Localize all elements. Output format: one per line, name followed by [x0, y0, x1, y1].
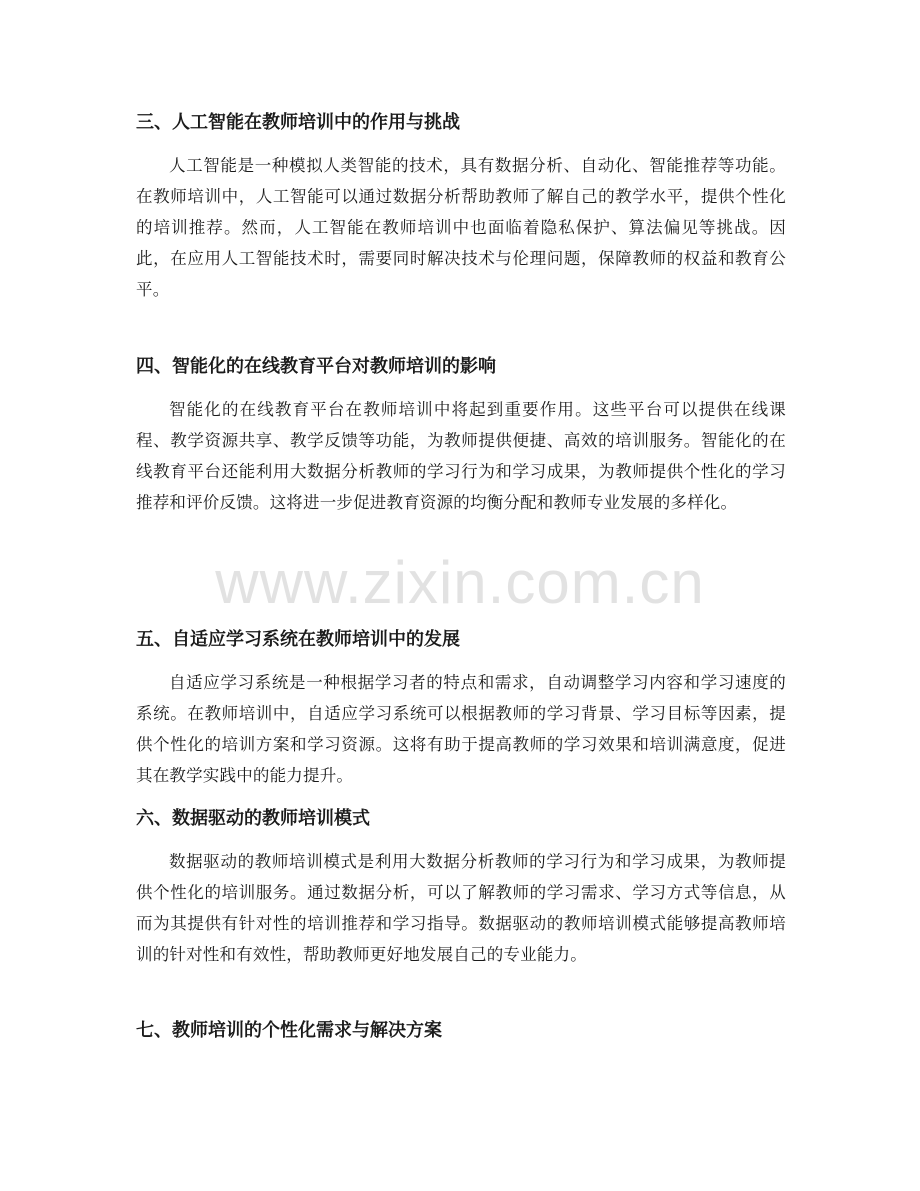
watermark: www.zixin.com.cn [215, 549, 705, 616]
section-paragraph-4: 智能化的在线教育平台在教师培训中将起到重要作用。这些平台可以提供在线课程、教学资源共享、教学反馈等功能，为教师提供便捷、高效的培训服务。智能化的在线教育平台还能利用大数据分析教师的学习行为和学习成果，为教师提供个性化的学习推荐和评价反馈。这将进一步促进教育资源的均衡分配和教师专业发展的多样化。 [136, 400, 786, 512]
section-heading-6: 六、数据驱动的教师培训模式 [136, 808, 370, 829]
section-heading-5: 五、自适应学习系统在教师培训中的发展 [136, 629, 460, 650]
section-heading-7: 七、教师培训的个性化需求与解决方案 [136, 1020, 442, 1041]
section-heading-3: 三、人工智能在教师培训中的作用与挑战 [136, 112, 460, 133]
section-paragraph-6: 数据驱动的教师培训模式是利用大数据分析教师的学习行为和学习成果，为教师提供个性化的培训服务。通过数据分析，可以了解教师的学习需求、学习方式等信息，从而为其提供有针对性的培训推荐和学习指导。数据驱动的教师培训模式能够提高教师培训的针对性和有效性，帮助教师更好地发展自己的专业能力。 [136, 852, 786, 964]
section-heading-4: 四、智能化的在线教育平台对教师培训的影响 [136, 356, 496, 377]
section-paragraph-5: 自适应学习系统是一种根据学习者的特点和需求，自动调整学习内容和学习速度的系统。在教师培训中，自适应学习系统可以根据教师的学习背景、学习目标等因素，提供个性化的培训方案和学习资源。这将有助于提高教师的学习效果和培训满意度，促进其在教学实践中的能力提升。 [136, 673, 786, 785]
section-paragraph-3: 人工智能是一种模拟人类智能的技术，具有数据分析、自动化、智能推荐等功能。在教师培训中，人工智能可以通过数据分析帮助教师了解自己的教学水平，提供个性化的培训推荐。然而，人工智能在教师培训中也面临着隐私保护、算法偏见等挑战。因此，在应用人工智能技术时，需要同时解决技术与伦理问题，保障教师的权益和教育公平。 [136, 156, 786, 299]
